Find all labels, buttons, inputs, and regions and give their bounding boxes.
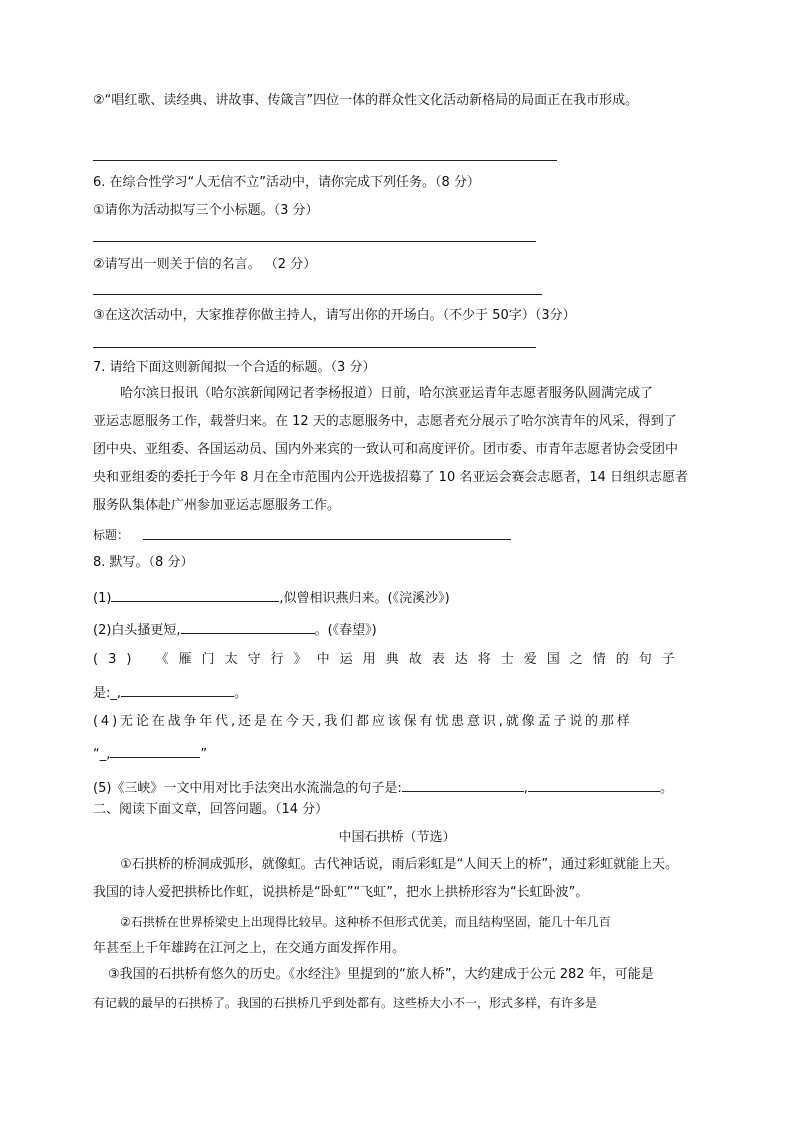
q8-item5-prefix: (5)《三峡》一文中用对比手法突出水流湍急的句子是:: [93, 781, 402, 796]
q8-title: 8. 默写。（8 分）: [93, 555, 194, 570]
q8-item5-suffix: 。: [659, 781, 673, 796]
article-p3-line1: ③我国的石拱桥有悠久的历史。《水经注》里提到的“旅人桥”，大约建成于公元 282 年，可能是: [108, 967, 654, 982]
q8-item1-blank[interactable]: [111, 587, 279, 602]
q8-item3-line2: [93, 682, 247, 703]
q6-task1-blank[interactable]: [93, 241, 536, 242]
q8-item4-line1: (4)无论在战争年代,还是在今天,我们都应该保有忧患意识,就像孟子说的那样: [93, 714, 633, 729]
article-p1-line2: 我国的诗人爱把拱桥比作虹，说拱桥是“卧虹”“飞虹”，把水上拱桥形容为“长虹卧波”。: [93, 885, 589, 900]
q8-item1-number: (1): [93, 591, 112, 606]
q8-item3-prefix: 是:_,: [93, 686, 122, 701]
article-p2-line2: 年甚至上千年雄跨在江河之上，在交通方面发挥作用。: [93, 941, 406, 956]
q8-item3-line1: (3) 《雁门太守行》中运用典故表达将士爱国之情的句子: [93, 652, 685, 667]
q8-item2-blank[interactable]: [181, 619, 315, 634]
q6-task2: ②请写出一则关于信的名言。 （2 分）: [93, 257, 317, 272]
q8-item5-blank-2[interactable]: [528, 777, 660, 792]
q7-news-line: 团中央、亚组委、各国运动员、国内外来宾的一致认可和高度评价。团市委、市青年志愿者协会受团中: [93, 442, 679, 457]
q8-item3-suffix: 。: [234, 686, 248, 701]
q6-title: 6. 在综合性学习“人无信不立”活动中，请你完成下列任务。（8 分）: [93, 175, 480, 190]
q7-headline-label: 标题：: [93, 528, 130, 542]
q8-item4-prefix: “_,: [93, 747, 111, 762]
q8-item2-prefix: (2)白头搔更短,: [93, 623, 181, 638]
q7-news-line: 央和亚组委的委托于今年 8 月在全市范围内公开选拔招募了 10 名亚运会赛会志愿者，14 日组织志愿者: [93, 470, 689, 485]
q6-task2-blank[interactable]: [93, 294, 542, 295]
q7-title: 7. 请给下面这则新闻拟一个合适的标题。（3 分）: [93, 360, 376, 375]
q8-item2: [93, 619, 377, 640]
q6-task3: ③在这次活动中，大家推荐你做主持人，请写出你的开场白。（不少于 50字）（3分）: [93, 308, 576, 323]
q8-item3-blank[interactable]: [121, 682, 234, 697]
article-title: 中国石拱桥（节选）: [338, 830, 456, 845]
q8-item1: [93, 587, 450, 608]
q8-item5-mid: ,: [523, 781, 528, 796]
q8-item5: [93, 777, 673, 798]
q8-item4-suffix: ”: [200, 747, 208, 762]
q7-headline-blank[interactable]: [143, 539, 511, 540]
article-p2-line1: ②石拱桥在世界桥梁史上出现得比较早。这种桥不但形式优美，而且结构坚固，能几十年几百: [120, 915, 611, 929]
article-p3-line2: 有记载的最早的石拱桥了。我国的石拱桥几乎到处都有。这些桥大小不一，形式多样，有许多是: [93, 996, 598, 1010]
q5-item2: ②“唱红歌、读经典、讲故事、传箴言”四位一体的群众性文化活动新格局的局面正在我市形成。: [93, 93, 639, 108]
q7-news-line: 服务队集体赴广州参加亚运志愿服务工作。: [93, 498, 341, 513]
q7-news-line: 哈尔滨日报讯（哈尔滨新闻网记者李杨报道）日前，哈尔滨亚运青年志愿者服务队圆满完成了: [120, 386, 654, 401]
q8-item5-blank-1[interactable]: [402, 777, 524, 792]
q5-answer-blank[interactable]: [93, 160, 557, 161]
q8-item4-blank[interactable]: [110, 743, 200, 758]
q7-news-line: 亚运志愿服务工作，载誉归来。在 12 天的志愿服务中，志愿者充分展示了哈尔滨青年的风采，得到了: [93, 414, 677, 429]
q8-item2-suffix: 。(《春望》): [314, 623, 377, 638]
article-p1-line1: ①石拱桥的桥洞成弧形，就像虹。古代神话说，雨后彩虹是“人间天上的桥”，通过彩虹就能上天。: [120, 857, 679, 872]
section2-heading: 二、阅读下面文章，回答问题。（14 分）: [93, 802, 329, 817]
q8-item4-line2: [93, 743, 207, 764]
q8-item1-text: ,似曾相识燕归来。(《浣溪沙》): [279, 591, 450, 606]
q6-task3-blank[interactable]: [93, 347, 536, 348]
q6-task1: ①请你为活动拟写三个小标题。（3 分）: [93, 203, 319, 218]
